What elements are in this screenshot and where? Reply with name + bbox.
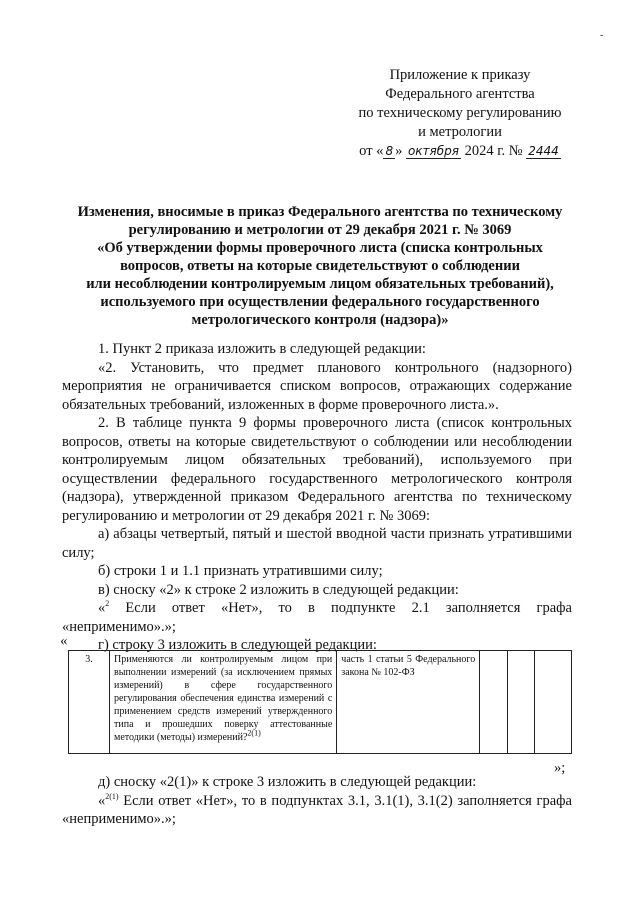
- title-line: или несоблюдении контролируемым лицом обязательных требований),: [86, 276, 554, 292]
- paragraph-3: 2. В таблице пункта 9 формы проверочного листа (список контрольных вопросов, ответы на которые свидетельствуют о соблюдении или несоблюдении контролируемым лицом обязательных требований), используемого при осуществлении федерального государственного метрологического контроля (надзора), утвержденной приказом Федерального агентства по техническому регулированию и метрологии от 29 декабря 2021 г. № 3069:: [62, 415, 572, 524]
- appendix-line: Приложение к приказу: [389, 67, 531, 83]
- paragraph-2: «2. Установить, что предмет планового контрольного (надзорного) мероприятия не ограничивается списком вопросов, отражающих содержание обязательных требований, изложенных в форме проверочного листа.».: [62, 359, 572, 413]
- appendix-date-line: [330, 142, 590, 161]
- title-line: метрологического контроля (надзора)»: [191, 312, 449, 328]
- body-section-2: [62, 773, 572, 829]
- amendment-table: [68, 650, 572, 754]
- paragraph-7-text: Если ответ «Нет», то в подпункте 2.1 заполняется графа «неприменимо».»;: [62, 600, 572, 635]
- title-line: используемого при осуществлении федерального государственного: [100, 294, 540, 310]
- date-year: 2024 г. №: [464, 143, 523, 159]
- appendix-line: Федерального агентства: [385, 86, 535, 102]
- title-line: Изменения, вносимые в приказ Федерального агентства по техническому: [77, 204, 563, 220]
- row-number: 3.: [69, 651, 110, 754]
- paragraph-6: в) сноску «2» к строке 2 изложить в следующей редакции:: [98, 581, 459, 598]
- row-empty-cell: [535, 651, 572, 754]
- table-close-quote: »;: [554, 760, 566, 776]
- footnote-marker: 2(1): [247, 728, 261, 738]
- order-number: 2444: [528, 144, 559, 158]
- paragraph-9: д) сноску «2(1)» к строке 3 изложить в следующей редакции:: [98, 774, 477, 790]
- paragraph-5: б) строки 1 и 1.1 признать утратившими силу;: [98, 563, 383, 579]
- paragraph-10-text: Если ответ «Нет», то в подпунктах 3.1, 3.1(1), 3.1(2) заполняется графа «неприменимо».»;: [62, 792, 572, 827]
- paragraph-7: [62, 599, 572, 636]
- document-title: [60, 203, 580, 329]
- date-month: октября: [407, 144, 459, 158]
- body-section-1: [62, 340, 572, 655]
- title-line: регулированию и метрологии от 29 декабря 2021 г. № 3069: [128, 222, 512, 238]
- appendix-line: и метрологии: [418, 124, 502, 140]
- date-prefix: от «: [359, 143, 384, 159]
- date-day: 8: [385, 144, 394, 158]
- appendix-line: по техническому регулированию: [358, 105, 562, 121]
- paragraph-1: 1. Пункт 2 приказа изложить в следующей редакции:: [98, 341, 426, 357]
- row-reference: часть 1 статьи 5 Федерального закона № 102-ФЗ: [337, 651, 480, 754]
- quote-open: «: [98, 792, 106, 809]
- paragraph-4: а) абзацы четвертый, пятый и шестой вводной части признать утратившими силу;: [62, 526, 572, 561]
- title-line: «Об утверждении формы проверочного листа (списка контрольных: [97, 240, 543, 256]
- appendix-header: [330, 66, 590, 161]
- row-empty-cell: [507, 651, 534, 754]
- corner-mark: -: [600, 30, 604, 41]
- footnote-marker: 2(1): [105, 791, 119, 801]
- quote-open: «: [98, 600, 106, 616]
- paragraph-8: г) строку 3 изложить в следующей редакции:: [98, 637, 377, 653]
- row-empty-cell: [480, 651, 507, 754]
- footnote-marker: 2: [105, 599, 110, 609]
- question-text: Применяются ли контролируемым лицом при выполнении измерений (за исключением прямых измерений) в сфере государственного регулирования обеспечения единства измерений с применением средств измерений утвержденного типа и прошедших поверку аттестованные методики (методы) измерений?: [114, 654, 333, 743]
- date-mid: »: [395, 143, 403, 159]
- paragraph-10: [62, 792, 572, 829]
- title-line: вопросов, ответы на которые свидетельствуют о соблюдении: [120, 258, 520, 274]
- table-open-quote: «: [60, 633, 68, 649]
- row-question: [110, 651, 337, 754]
- table-row: [69, 651, 572, 754]
